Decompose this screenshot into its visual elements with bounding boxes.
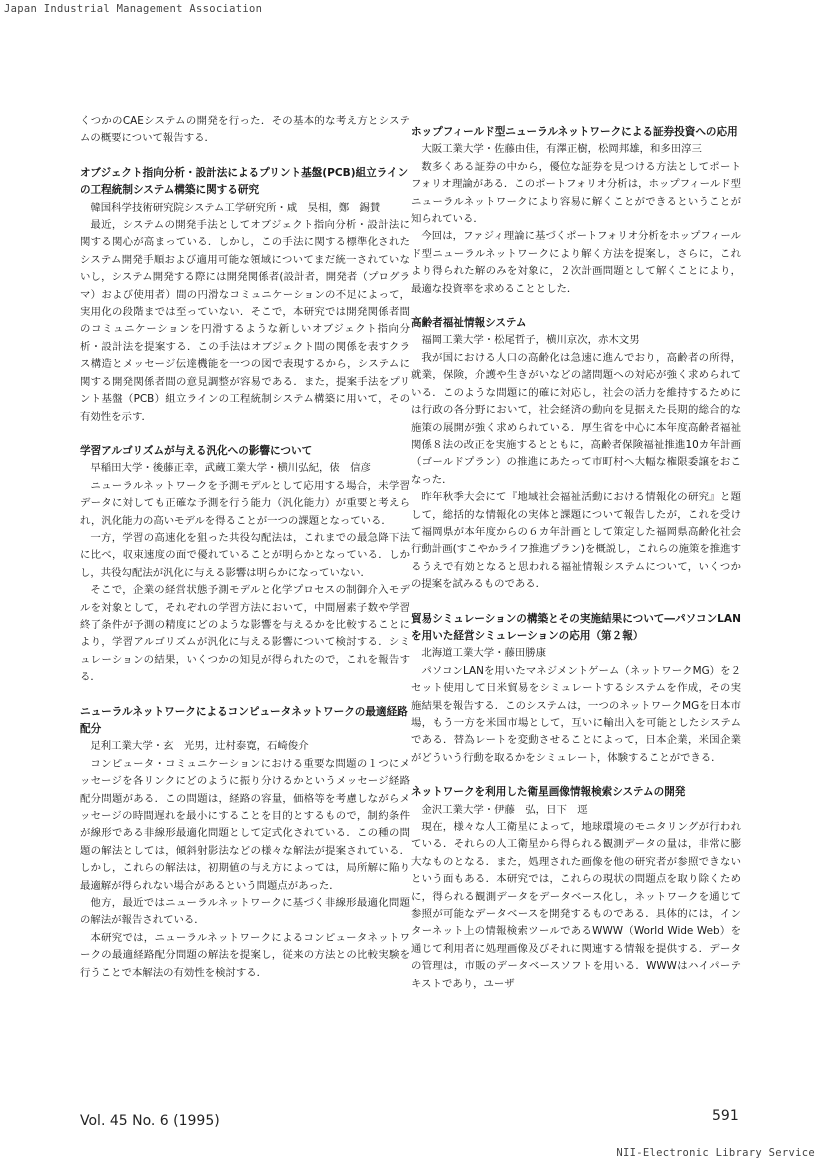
page-number: 591 (712, 1108, 739, 1124)
article-title: 高齢者福祉情報システム (411, 317, 527, 330)
left-column (80, 113, 410, 982)
continuation-text: くつかのCAEシステムの開発を行った．その基本的な考え方とシステムの概要について報告する． (80, 115, 410, 145)
article-authors: 金沢工業大学・伊藤 弘，日下 逕 (421, 803, 588, 816)
article-paragraph: 現在，様々な人工衛星によって，地球環境のモニタリングが行われている．それらの人工衛星から得られる観測データの量は，非常に膨大なものとなる．また，処理された画像を他の研究者が参照できないという面もある．本研究では，これらの現状の問題点を取り除くために，得られる観測データをデータベース化し，ネットワークを通じて参照が可能なデータベースを開発するものである．具体的には，インターネット上の情報検索ツールであるWWW（World Wide Web）を通じて利用者に処理画像及びそれに関連する情報を提供する．データの管理は，市販のデータベースソフトを用いる．WWWはハイパーテキストであり，ユーザ (411, 821, 741, 990)
article-title: ニューラルネットワークによるコンピュータネットワークの最適経路配分 (80, 705, 408, 735)
article (411, 784, 741, 993)
article (411, 124, 741, 298)
article-paragraph: ニューラルネットワークを予測モデルとして応用する場合，未学習データに対しても正確な予測を行う能力（汎化能力）が重要と考えられ，汎化能力の高いモデルを得ることが一つの課題となっている． (80, 479, 410, 527)
article (80, 704, 410, 983)
volume-label: Vol. 45 No. 6 (1995) (80, 1113, 220, 1129)
article-authors: 北海道工業大学・藤田勝康 (421, 647, 547, 660)
article-authors: 早稲田大学・後藤正幸，武蔵工業大学・横川弘紀，俵 信彦 (90, 462, 371, 475)
article-paragraph: 我が国における人口の高齢化は急速に進んでおり，高齢者の所得，就業，保険，介護や生きがいなどの諸問題への対応が強く求められている．このような問題に的確に対応し，社会の活力を維持するためには行政の各分野において，社会経済の動向を見据えた長期的総合的な施策の展開が強く求められている．厚生省を中心に本年度高齢者福祉関係８法の改正を実施するとともに，高齢者保険福祉推進10カ年計画（ゴールドプラン）の推進にあたって市町村へ大幅な権限委譲をおこなった． (411, 351, 741, 486)
article (411, 611, 741, 768)
article-paragraph: 一方，学習の高速化を狙った共役勾配法は，これまでの最急降下法に比べ，収束速度の面で優れていることが明らかとなっている．しかし，共役勾配法が汎化に与える影響は明らかになっていない． (80, 531, 410, 579)
article-paragraph: コンピュータ・コミュニケーションにおける重要な問題の１つにメッセージを各リンクにどのように振り分けるかというメッセージ経路配分問題がある．この問題は，経路の容量，価格等を考慮しながらメッセージの時間遅れを最小にすることを目的とするもので，制約条件が線形である非線形最適化問題として定式化されている．この種の問題の解法としては，傾斜射影法などの様々な解法が提案されている．しかし，これらの解法は，初期値の与え方によっては，局所解に陥り最適解が得られない場合があるという問題点があった． (80, 757, 410, 892)
running-header: Japan Industrial Management Association (4, 3, 263, 15)
article-paragraph: パソコンLANを用いたマネジメントゲーム（ネットワークMG）を２セット使用して日米貿易をシミュレートするシステムを作成，その実施結果を報告する．このシステムは，一つのネットワークMGを日本市場，もう一方を米国市場として，互いに輸出入を可能としたシステムである．替為レートを変動させることによって，日本企業，米国企業がどういう行動を取るかをシミュレート，体験することができる． (411, 664, 741, 764)
article-authors: 韓国科学技術研究院システム工学研究所・咸 昊相，鄭 錫賛 (90, 201, 381, 214)
article-paragraph: そこで，企業の経営状態予測モデルと化学プロセスの制御介入モデルを対象として，それぞれの学習方法において，中間層素子数や学習終了条件が予測の精度にどのような影響を与えるかを比較することにより，学習アルゴリズムが汎化に与える影響について検討する．シミュレーションの結果，いくつかの知見が得られたので，これを報告する． (80, 584, 410, 684)
article-paragraph: 今回は，ファジィ理論に基づくポートフォリオ分析をホップフィールド型ニューラルネットワークにより解く方法を提案し，さらに，これより得られた解のみを対象に，２次計画問題として解くことにより，最適な投資率を求めることとした． (411, 230, 741, 295)
article-title: ネットワークを利用した衛星画像情報検索システムの開発 (411, 786, 686, 799)
article-title: ホップフィールド型ニューラルネットワークによる証券投資への応用 (411, 126, 738, 138)
article (80, 165, 410, 426)
article-paragraph: 数多くある証券の中から，優位な証券を見つける方法としてポートフォリオ理論がある．このポートフォリオ分析は，ホップフィールド型ニューラルネットワークにより容易に解くことができるということが知られている． (411, 160, 741, 226)
article-paragraph: 最近，システムの開発手法としてオブジェクト指向分析・設計法に関する関心が高まっている．しかし，この手法に関する標準化されたシステム開発手順および適用可能な領域についてまだ統一されていないし，システム開発する際には開発関係者(設計者，開発者（プログラマ）および使用者）間の円滑なコミュニケーションの不足によって，実用化の段階までは至っていない．そこで，本研究では開発関係者間のコミュニケーションを円滑するような新しいオブジェクト指向分析・設計法を提案する．この手法はオブジェクト間の関係を表すクラス構造とメッセージ伝達機能を一つの図で表現するから，システムに関する開発関係者間の意見調整が容易である．また，提案手法をプリント基盤（PCB）組立ラインの工程統制システム構築に用いて，その有効性を示す． (80, 219, 410, 423)
article-authors: 大阪工業大学・佐藤由佳，有澤正樹，松岡邦雄，和多田淳三 (421, 143, 702, 156)
article-authors: 足利工業大学・玄 光男，辻村泰寛，石崎俊介 (90, 740, 309, 753)
article (80, 443, 410, 687)
article-paragraph: 他方，最近ではニューラルネットワークに基づく非線形最適化問題の解法が報告されている． (80, 897, 410, 927)
article-paragraph: 昨年秋季大会にて『地域社会福祉活動における情報化の研究』と題して，総括的な情報化の実体と課題について報告したが，これを受けて福岡県が本年度からの６カ年計画として策定した福岡県高齢化社会行動計画(すこやかライフ推進プラン)を概説し，これらの施策を推進するうえで有効となると思われる福祉情報システムについて，いくつかの提案を試みるものである． (411, 491, 741, 591)
article-title: オブジェクト指向分析・設計法によるプリント基盤(PCB)組立ラインの工程統制システム構築に関する研究 (80, 166, 409, 197)
running-footer: NII-Electronic Library Service (616, 1147, 815, 1159)
article-authors: 福岡工業大学・松尾哲子，横川京次，赤木文男 (421, 334, 640, 347)
article-title: 貿易シミュレーションの構築とその実施結果について―パソコンLANを用いた経営シミュレーションの応用（第２報） (411, 612, 741, 642)
right-column (411, 124, 741, 993)
article-title: 学習アルゴリズムが与える汎化への影響について (80, 444, 313, 457)
article-paragraph: 本研究では，ニューラルネットワークによるコンピュータネットワークの最適経路配分問題の解法を提案し，従来の方法との比較実験を行うことで本解法の有効性を検討する． (80, 931, 410, 979)
article (411, 315, 741, 594)
